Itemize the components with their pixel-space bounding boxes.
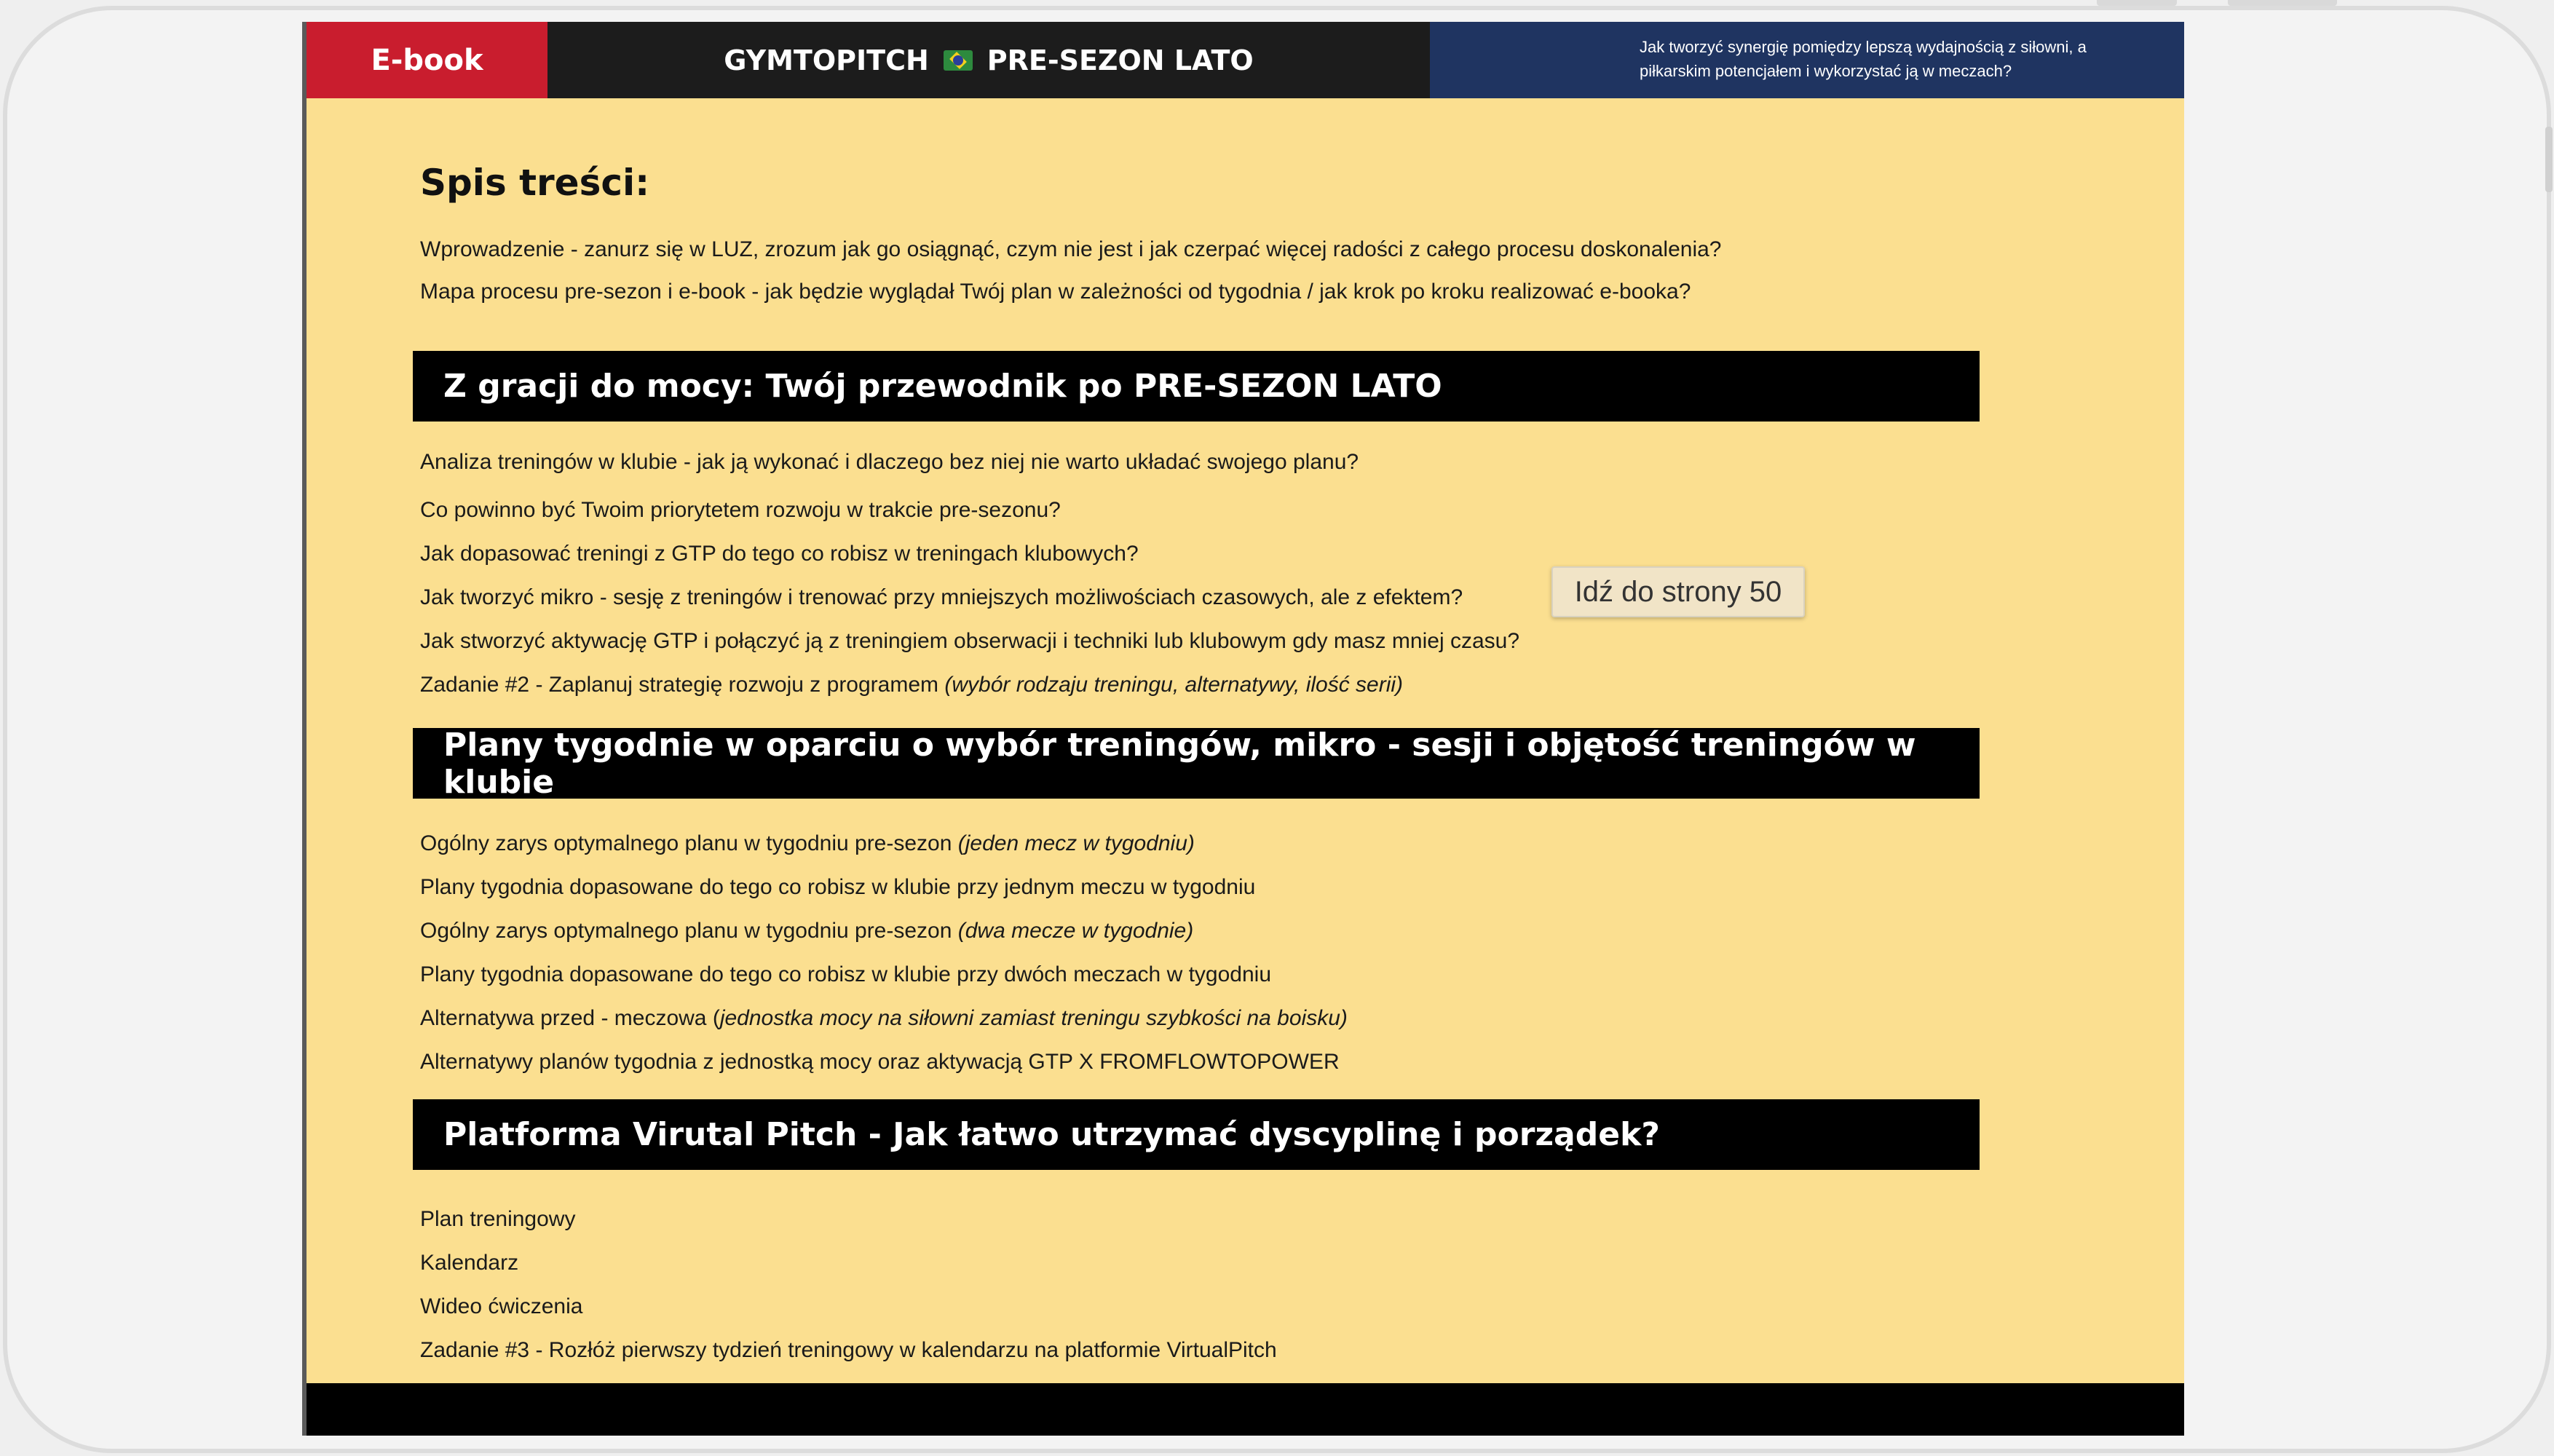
ebook-badge: E-book <box>307 22 547 98</box>
title-right: PRE-SEZON LATO <box>987 44 1254 76</box>
ebook-title <box>547 22 1430 98</box>
toc-item-text: Alternatywa przed - meczowa ( <box>420 1006 720 1030</box>
ebook-page <box>302 22 2184 1436</box>
page-footer-bar <box>307 1383 2184 1436</box>
section-heading: Platforma Virutal Pitch - Jak łatwo utrzymać dyscyplinę i porządek? <box>413 1099 1980 1170</box>
toc-item[interactable]: Mapa procesu pre-sezon i e-book - jak będzie wyglądał Twój plan w zależności od tygodnia / jak krok po kroku realizować e-booka? <box>420 280 1691 304</box>
toc-item[interactable]: Kalendarz <box>420 1251 519 1275</box>
toc-item[interactable]: Plany tygodnia dopasowane do tego co robisz w klubie przy jednym meczu w tygodniu <box>420 875 1256 899</box>
toc-item[interactable]: Plan treningowy <box>420 1207 576 1231</box>
toc-item[interactable]: Wprowadzenie - zanurz się w LUZ, zrozum jak go osiągnąć, czym nie jest i jak czerpać więcej radości z całego procesu doskonalenia? <box>420 237 1722 261</box>
toc-item[interactable] <box>420 673 1403 697</box>
page-header <box>307 22 2184 98</box>
brazil-flag-icon <box>944 50 973 71</box>
toc-item[interactable]: Jak stworzyć aktywację GTP i połączyć ją z treningiem obserwacji i techniki lub klubowym gdy masz mniej czasu? <box>420 629 1520 653</box>
toc-item[interactable]: Jak tworzyć mikro - sesję z treningów i trenować przy mniejszych możliwościach czasowych, ale z efektem? <box>420 585 1463 609</box>
section-heading: Z gracji do mocy: Twój przewodnik po PRE-SEZON LATO <box>413 351 1980 422</box>
toc-item[interactable]: Alternatywy planów tygodnia z jednostką mocy oraz aktywacją GTP X FROMFLOWTOPOWER <box>420 1050 1340 1074</box>
toc-item[interactable]: Plany tygodnia dopasowane do tego co robisz w klubie przy dwóch meczach w tygodniu <box>420 962 1272 986</box>
toc-item-note: (wybór rodzaju treningu, alternatywy, ilość serii) <box>944 673 1404 697</box>
toc-title: Spis treści: <box>420 162 650 204</box>
toc-item-text: Ogólny zarys optymalnego planu w tygodniu pre-sezon <box>420 919 958 943</box>
toc-item[interactable]: Analiza treningów w klubie - jak ją wykonać i dlaczego bez niej nie warto układać swojego planu? <box>420 450 1359 474</box>
toc-item-note: (dwa mecze w tygodnie) <box>957 919 1194 943</box>
title-left: GYMTOPITCH <box>724 44 929 76</box>
top-tab-marker <box>2097 0 2177 6</box>
toc-item-note: jednostka mocy na siłowni zamiast treningu szybkości na boisku) <box>719 1006 1348 1030</box>
toc-item[interactable]: Wideo ćwiczenia <box>420 1294 583 1318</box>
toc-item[interactable]: Zadanie #3 - Rozłóż pierwszy tydzień treningowy w kalendarzu na platformie VirtualPitch <box>420 1338 1277 1362</box>
side-handle[interactable] <box>2545 127 2553 192</box>
toc-item[interactable]: Jak dopasować treningi z GTP do tego co robisz w treningach klubowych? <box>420 542 1139 566</box>
toc-item[interactable]: Co powinno być Twoim priorytetem rozwoju w trakcie pre-sezonu? <box>420 498 1061 522</box>
toc-item-note: (jeden mecz w tygodniu) <box>957 831 1195 855</box>
toc-item[interactable] <box>420 831 1195 856</box>
goto-page-button[interactable]: Idź do strony 50 <box>1551 566 1805 617</box>
top-tab-marker <box>2228 0 2337 6</box>
toc-item-text: Zadanie #2 - Zaplanuj strategię rozwoju z programem <box>420 673 945 697</box>
toc-item-text: Ogólny zarys optymalnego planu w tygodniu pre-sezon <box>420 831 958 855</box>
toc-item[interactable] <box>420 1006 1348 1031</box>
toc-item[interactable] <box>420 919 1193 943</box>
section-heading: Plany tygodnie w oparciu o wybór treningów, mikro - sesji i objętość treningów w klubie <box>413 728 1980 799</box>
header-tagline: Jak tworzyć synergię pomiędzy lepszą wydajnością z siłowni, a piłkarskim potencjałem i wykorzystać ją w meczach? <box>1430 22 2184 98</box>
